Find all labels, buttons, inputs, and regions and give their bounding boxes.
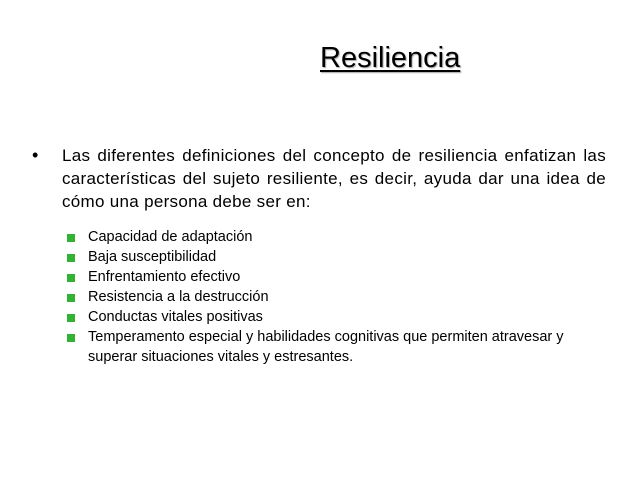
sub-bullet-item bbox=[66, 248, 606, 268]
sub-bullet-text: Enfrentamiento efectivo bbox=[88, 269, 241, 285]
sub-bullet-item bbox=[66, 288, 606, 308]
sub-bullet-text: Conductas vitales positivas bbox=[88, 309, 263, 325]
sub-bullet-item bbox=[66, 268, 606, 288]
green-square-bullet-icon bbox=[66, 308, 88, 328]
green-square-bullet-icon bbox=[66, 248, 88, 268]
green-square-bullet-icon bbox=[66, 288, 88, 308]
sub-bullet-text: Temperamento especial y habilidades cognitivas que permiten atravesar y superar situaciones vitales y estresantes. bbox=[88, 329, 564, 365]
green-square-bullet-icon bbox=[66, 228, 88, 248]
green-square-bullet-icon bbox=[66, 328, 88, 348]
sub-bullet-item bbox=[66, 228, 606, 248]
green-square-bullet-icon bbox=[66, 268, 88, 288]
sub-bullet-item bbox=[66, 308, 606, 328]
sub-bullet-text: Resistencia a la destrucción bbox=[88, 289, 269, 305]
sub-bullet-list bbox=[32, 228, 606, 367]
main-bullet-item bbox=[32, 144, 606, 213]
slide-content bbox=[32, 144, 606, 367]
round-bullet-icon: • bbox=[32, 145, 39, 165]
main-bullet-text: Las diferentes definiciones del concepto de resiliencia enfatizan las características del sujeto resiliente, es decir, ayuda dar una idea de cómo una persona debe ser en: bbox=[62, 146, 606, 211]
slide-title: Resiliencia bbox=[320, 42, 461, 74]
sub-bullet-item bbox=[66, 328, 606, 367]
sub-bullet-text: Baja susceptibilidad bbox=[88, 249, 217, 265]
sub-bullet-text: Capacidad de adaptación bbox=[88, 229, 253, 245]
